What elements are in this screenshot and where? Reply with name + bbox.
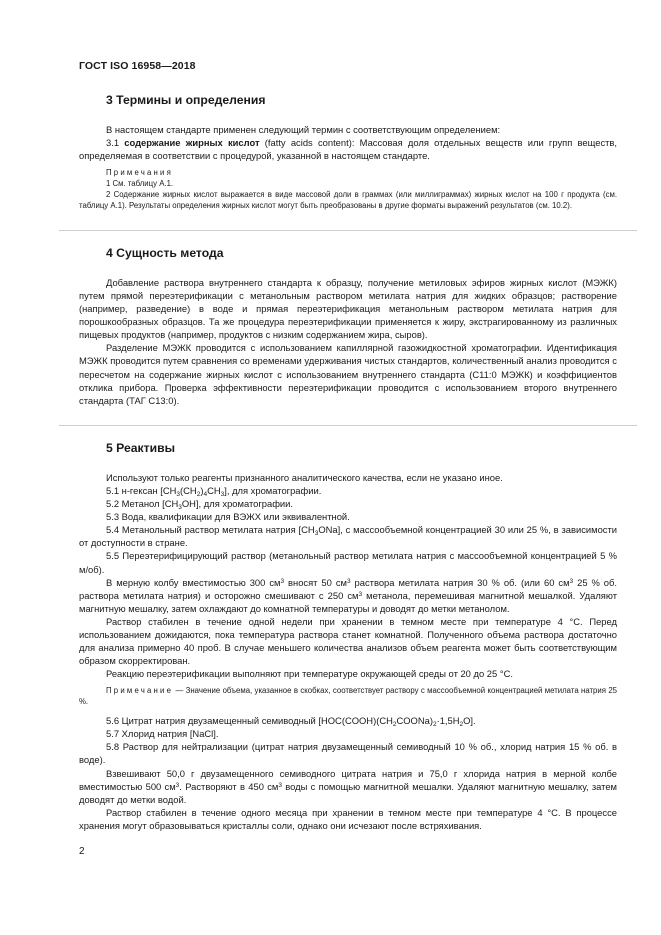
section-5-intro: Используют только реагенты признанного аналитического качества, если не указано иное. (106, 471, 503, 483)
flask-procedure: В мерную колбу вместимостью 300 $см^3$ вносят 50 $см^3$ раствора метилата натрия 30 % об. (или 60 $см^3$ 25 % об. раствора метилата натрия) и осторожно смешивают с 250 $см^3$ метанола, перемешивая магнитной мешалкой. Удаляют магнитную мешалку, затем охлаждают до комнатной температуры и доводят до метки метанолом. (79, 576, 617, 614)
reagent-5-5: 5.5 Переэтерифицирующий раствор (метанольный раствор метилата натрия с массообъемной концентрацией 5 % м/об). (79, 550, 617, 575)
section-4-paragraph-1: Добавление раствора внутреннего стандарта к образцу, получение метиловых эфиров жирных кислот (МЭЖК) путем прямой переэтерификации с метанольным раствором метилата натрия для жидких образцов; растворение (например, разведение) в воде и прямая переэтерификация метанольным раствором метилата натрия для порошкообразных образцов. Та же процедура переэтерификации применяется к жиру, экстрагированному из различных пищевых продуктов (например, продуктов с низким содержанием жира, сыров). (79, 276, 617, 341)
document-body (79, 92, 617, 832)
stability-note-1: Раствор стабилен в течение одной недели при хранении в темном месте при температуре 4 °С. Перед использованием дожидаются, пока температура раствора станет комнатной. Полученного объема раствора достаточно для анализа примерно 40 проб. В случае меньшего количества анализов объем реагента может быть соответствующим образом скорректирован. (79, 615, 617, 667)
section-5-title: 5 Реактивы (106, 440, 176, 455)
term-name: содержание жирных кислот (124, 137, 260, 149)
reagent-5-7: 5.7 Хлорид натрия [NaCl]. (106, 728, 219, 740)
reagent-5-1: 5.1 н-гексан $[CH_3(CH_2)_4CH_3]$, для хроматографии. (106, 484, 322, 498)
note-1: 1 См. таблицу А.1. (106, 179, 174, 189)
note-label: Примечание (106, 686, 174, 696)
section-4-paragraph-2: Разделение МЭЖК проводится с использованием капиллярной газожидкостной хроматографии. Идентификация МЭЖК проводится путем сравнения со временами удерживания чистых стандартов, количественный анализ проводится с пересчетом на содержание жирных кислот с использованием внутреннего стандарта (С11:0 МЭЖК) и коэффициентов отклика прибора. Проверка эффективности переэтерификации проводится с использованием второго внутреннего стандарта (ТАГ С13:0). (79, 342, 617, 406)
reagent-5-4: 5.4 Метанольный раствор метилата натрия $[CH_3ONa]$, с массообъемной концентрацией 30 или 25 %, в зависимости от доступности в стране. (79, 524, 617, 549)
stability-note-2: Раствор стабилен в течение одного месяца при хранении в темном месте при температуре 4 °С. В процессе хранения могут образовываться кристаллы соли, однако они исчезают после встряхивания. (79, 806, 617, 831)
term-number: 3.1 (106, 137, 120, 149)
section-divider (59, 425, 637, 426)
note-volume (79, 686, 617, 708)
page-number: 2 (79, 846, 85, 857)
notes-label: Примечания (106, 168, 174, 178)
note-text: — Значение объема, указанное в скобках, соответствует раствору с массообъемной концентрацией метилата натрия 25 %. (79, 686, 617, 707)
standard-header: ГОСТ ISO 16958—2018 (79, 60, 196, 72)
reagent-5-2: 5.2 Метанол $[CH_3OH]$, для хроматографии. (106, 498, 293, 512)
term-definition: (fatty acids content): Массовая доля отдельных веществ или групп веществ, определяемая в соответствии с процедурой, указанной в настоящем стандарте. (79, 137, 618, 162)
reaction-temperature: Реакцию переэтерификации выполняют при температуре окружающей среды от 20 до 25 °С. (106, 668, 513, 680)
section-4-title: 4 Сущность метода (106, 245, 224, 260)
reagent-5-8: 5.8 Раствор для нейтрализации (цитрат натрия двузамещенный семиводный 10 % об., хлорид натрия 15 % об. в воде). (79, 741, 617, 766)
reagent-5-6: 5.6 Цитрат натрия двузамещенный семиводный $[HOC(COOH)(CH_2COONa)_2\cdot 1,5H_2O]$. (106, 715, 476, 729)
note-2: 2 Содержание жирных кислот выражается в виде массовой доли в граммах (или миллиграммах) жирных кислот на 100 г продукта (см. таблицу А.1). Результаты определения жирных кислот могут быть преобразованы в другие форматы выражений результатов (см. 10.2). (79, 190, 617, 210)
term-3-1 (79, 136, 617, 162)
section-3-title: 3 Термины и определения (106, 93, 266, 107)
section-divider (59, 230, 637, 231)
section-3-intro: В настоящем стандарте применен следующий термин с соответствующим определением: (106, 124, 501, 135)
weigh-procedure: Взвешивают 50,0 г двузамещенного семиводного цитрата натрия и 75,0 г хлорида натрия в мерной колбе вместимостью 500 $см^3$. Растворяют в 450 $см^3$ воды с помощью магнитной мешалки. Удаляют магнитную мешалку, затем доводят до метки водой. (79, 767, 618, 805)
reagent-5-3: 5.3 Вода, квалификации для ВЭЖХ или эквивалентной. (106, 511, 350, 523)
